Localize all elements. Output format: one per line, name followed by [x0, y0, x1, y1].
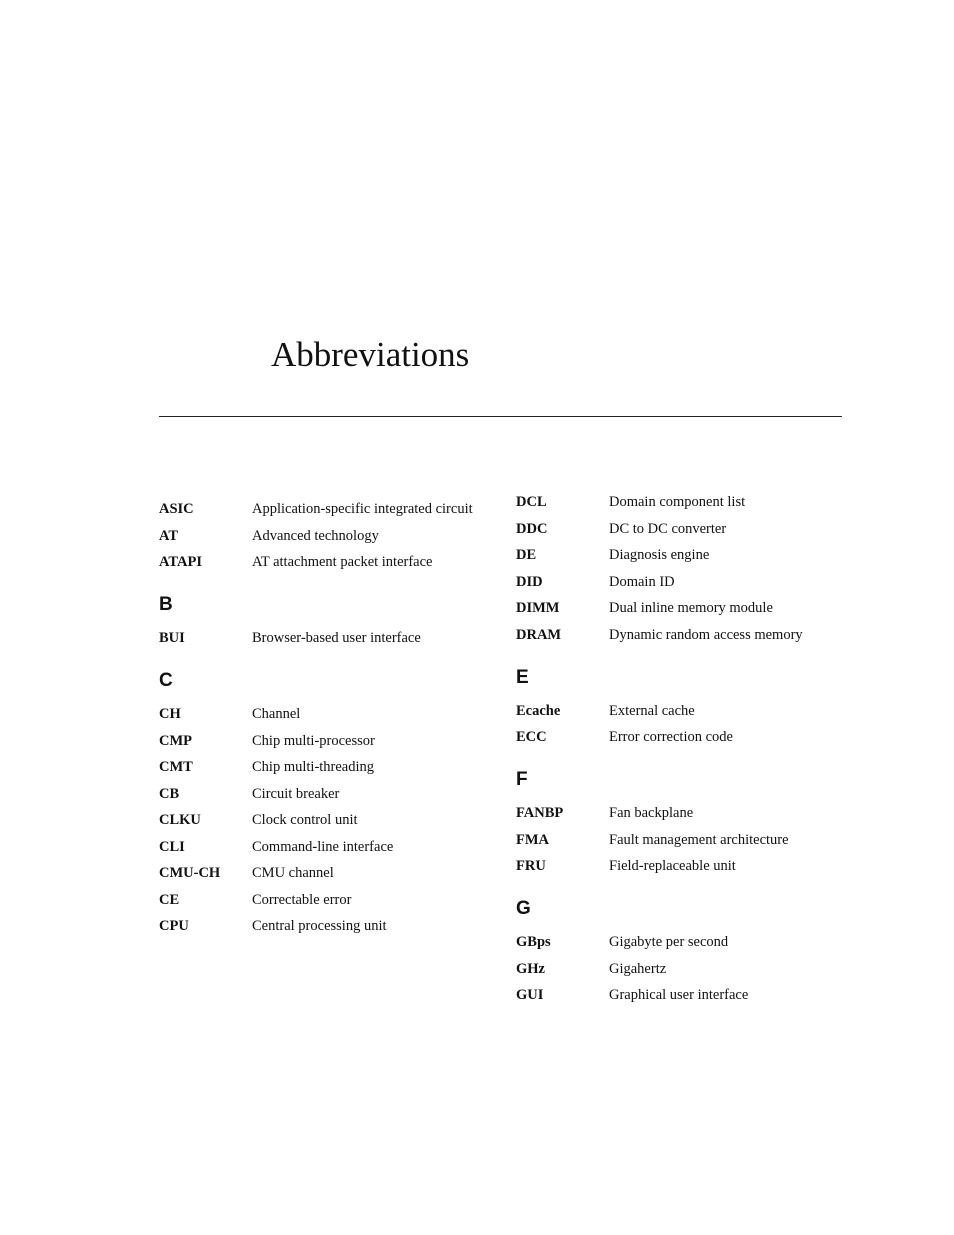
abbreviation-term: CPU: [159, 918, 189, 934]
abbreviation-term: CE: [159, 891, 180, 908]
glossary-entry: [516, 987, 846, 1004]
abbreviation-definition: AT attachment packet interface: [252, 554, 433, 570]
abbreviation-term: GHz: [516, 960, 545, 977]
abbreviation-term: FMA: [516, 831, 550, 848]
glossary-entry: [159, 786, 489, 803]
abbreviations-column-right: [516, 494, 846, 1014]
section-letter-heading: F: [516, 769, 528, 790]
section-letter-heading: B: [159, 594, 173, 615]
abbreviation-term: GBps: [516, 934, 551, 950]
glossary-entry: [159, 759, 489, 776]
abbreviation-term: AT: [159, 527, 179, 544]
glossary-entry: [516, 703, 846, 720]
abbreviation-term: DDC: [516, 520, 548, 537]
abbreviations-column-left: [159, 501, 489, 945]
abbreviation-definition: Diagnosis engine: [609, 547, 710, 563]
abbreviation-definition: Gigahertz: [609, 960, 667, 977]
glossary-entry: [159, 554, 489, 571]
abbreviation-term: CLI: [159, 838, 185, 855]
glossary-entry: [516, 574, 846, 591]
abbreviation-term: Ecache: [516, 702, 561, 719]
abbreviation-term: CMT: [159, 759, 193, 775]
section-letter-heading: G: [516, 898, 531, 919]
abbreviation-term: ATAPI: [159, 554, 202, 570]
glossary-entry: [159, 528, 489, 545]
abbreviation-definition: Browser-based user interface: [252, 630, 421, 646]
abbreviation-term: ASIC: [159, 501, 194, 517]
abbreviation-definition: Dynamic random access memory: [609, 626, 803, 643]
glossary-entry: [159, 839, 489, 856]
glossary-entry: [516, 805, 846, 822]
section-letter-heading: C: [159, 670, 173, 691]
abbreviation-definition: Command-line interface: [252, 838, 394, 855]
section-letter-heading: E: [516, 666, 529, 688]
abbreviation-term: DCL: [516, 494, 547, 510]
abbreviation-definition: Circuit breaker: [252, 785, 340, 802]
abbreviation-definition: Domain component list: [609, 494, 746, 510]
abbreviation-term: DID: [516, 573, 543, 590]
abbreviation-definition: Central processing unit: [252, 918, 387, 934]
abbreviation-term: CB: [159, 785, 180, 802]
abbreviation-definition: Chip multi-threading: [252, 759, 375, 775]
abbreviation-definition: Application-specific integrated circuit: [252, 501, 473, 517]
abbreviation-definition: CMU channel: [252, 865, 334, 881]
abbreviation-definition: Chip multi-processor: [252, 732, 375, 749]
title-divider: [159, 416, 842, 417]
glossary-entry: [159, 865, 489, 882]
abbreviation-term: CLKU: [159, 812, 201, 828]
glossary-entry: [516, 858, 846, 875]
abbreviation-definition: Advanced technology: [252, 527, 379, 544]
glossary-entry: [516, 600, 846, 617]
abbreviation-term: BUI: [159, 630, 185, 646]
abbreviation-definition: Gigabyte per second: [609, 934, 729, 950]
abbreviation-term: DE: [516, 547, 537, 563]
glossary-entry: [516, 521, 846, 538]
glossary-entry: [516, 729, 846, 746]
abbreviation-definition: Clock control unit: [252, 812, 358, 828]
abbreviation-term: CMU-CH: [159, 865, 221, 881]
glossary-entry: [159, 706, 489, 723]
glossary-entry: [516, 934, 846, 951]
abbreviation-definition: Domain ID: [609, 573, 675, 590]
abbreviation-term: FRU: [516, 858, 546, 874]
abbreviation-definition: DC to DC converter: [609, 520, 727, 537]
abbreviation-term: ECC: [516, 729, 547, 745]
abbreviation-definition: Dual inline memory module: [609, 600, 773, 616]
abbreviation-definition: Fault management architecture: [609, 831, 789, 848]
glossary-entry: [159, 918, 489, 935]
abbreviation-definition: External cache: [609, 702, 695, 719]
abbreviation-definition: Error correction code: [609, 729, 733, 745]
abbreviation-definition: Correctable error: [252, 891, 352, 908]
glossary-entry: [516, 494, 846, 511]
glossary-entry: [516, 547, 846, 564]
abbreviation-term: FANBP: [516, 805, 564, 821]
glossary-entry: [516, 627, 846, 644]
abbreviation-definition: Fan backplane: [609, 805, 694, 821]
glossary-entry: [159, 501, 489, 518]
abbreviation-definition: Graphical user interface: [609, 987, 749, 1003]
glossary-entry: [159, 630, 489, 647]
page-title: Abbreviations: [271, 335, 470, 374]
abbreviation-term: CMP: [159, 732, 193, 749]
abbreviation-definition: Channel: [252, 706, 301, 722]
abbreviation-term: DIMM: [516, 600, 560, 616]
abbreviation-term: DRAM: [516, 626, 562, 643]
abbreviation-term: GUI: [516, 987, 544, 1003]
glossary-entry: [159, 733, 489, 750]
glossary-entry: [159, 812, 489, 829]
glossary-entry: [516, 961, 846, 978]
abbreviation-definition: Field-replaceable unit: [609, 858, 736, 874]
glossary-entry: [159, 892, 489, 909]
glossary-entry: [516, 832, 846, 849]
abbreviation-term: CH: [159, 706, 181, 722]
